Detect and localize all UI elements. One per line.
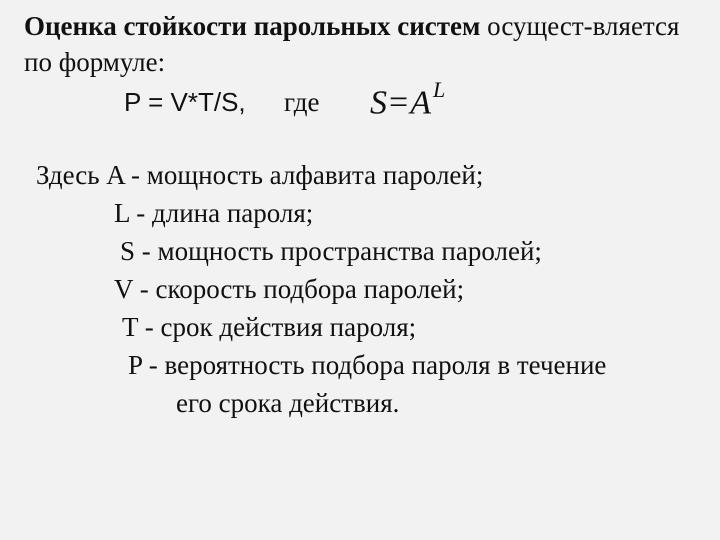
definition-p-continued: его срока действия.	[176, 388, 400, 418]
definition-a: Здесь A - мощность алфавита паролей;	[36, 160, 484, 190]
definition-l: L - длина пароля;	[114, 198, 314, 228]
math-lhs: S	[370, 84, 387, 122]
intro-paragraph	[24, 8, 704, 80]
math-base: A	[410, 84, 431, 122]
definition-v: V - скорость подбора паролей;	[114, 274, 465, 304]
definition-p: P - вероятность подбора пароля в течение	[128, 350, 607, 380]
probability-formula: P = V*T/S,	[124, 87, 246, 117]
intro-bold-text: Оценка стойкости парольных систем	[24, 11, 481, 41]
definition-t: T - срок действия пароля;	[122, 312, 417, 342]
intro-rest-text: осущест-вляется по формуле:	[24, 11, 680, 77]
space-size-formula	[370, 74, 445, 123]
math-equals: =	[389, 84, 409, 122]
definition-s: S - мощность пространства паролей;	[120, 236, 542, 266]
where-word: где	[284, 87, 320, 117]
math-exponent: L	[432, 77, 446, 102]
